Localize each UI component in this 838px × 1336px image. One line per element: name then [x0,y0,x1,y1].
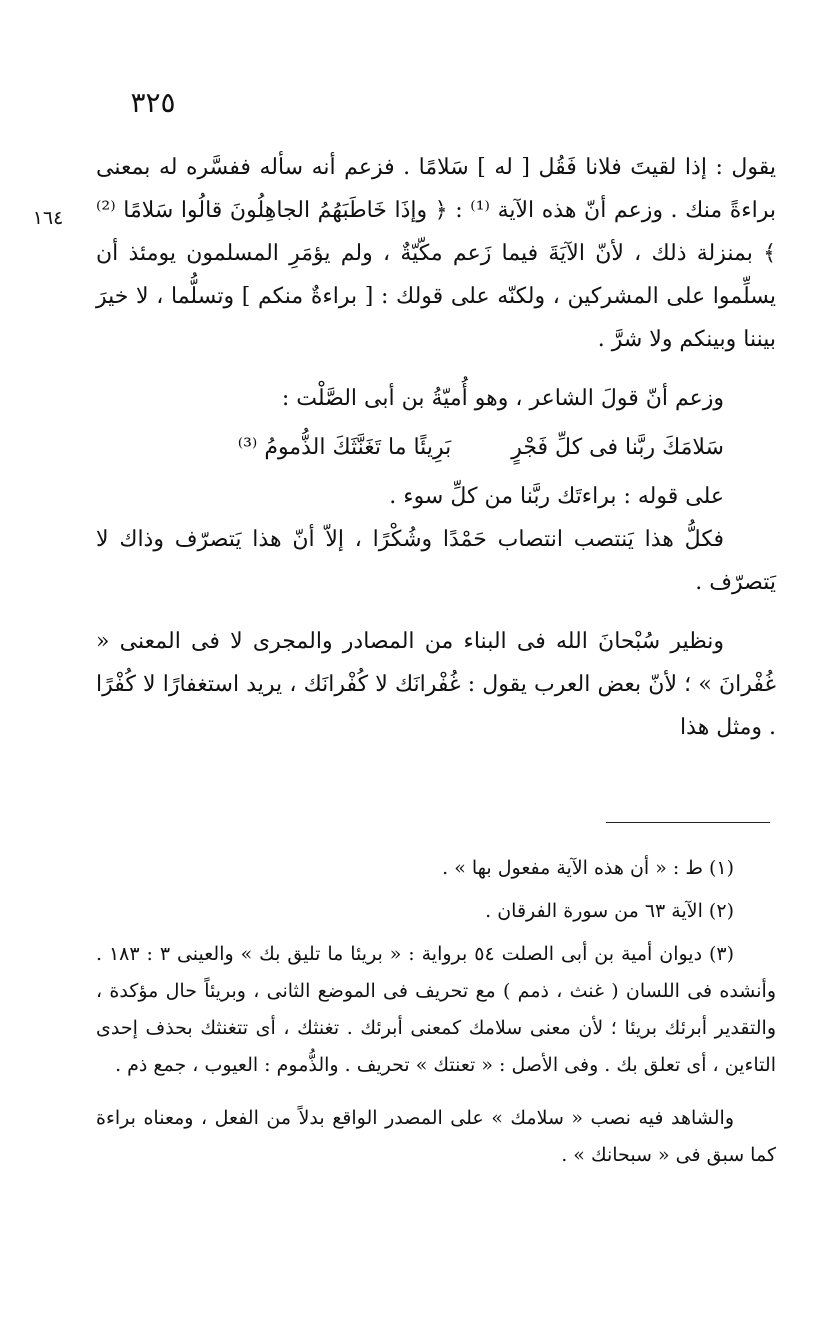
paragraph-4: فكلُّ هذا يَنتصب انتصاب حَمْدًا وشُكْرًا ، إلاّ أنّ هذا يَتصرّف وذاك لا يَتصرّف . [96,527,776,595]
footnote-1: (١) ط : « أن هذه الآية مفعول بها » . [442,857,734,879]
page-number: ٣٢٥ [130,86,176,119]
paragraph-1: يقول : إذا لقيتَ فلانا فَقُل [ له ] سَلامًا . فزعم أنه سأله ففسَّره له بمعنى براءةً منك . وزعم أنّ هذه الآية ⁽¹⁾ : ﴿ وإذَا خَاطَبَهُمُ الجاهِلُونَ قالُوا سَلامًا ⁽²⁾ ﴾ بمنزلة ذلك ، لأنّ الآيَةَ فيما زَعم مكّيّةٌ ، ولم يؤمَرِ المسلمون يومئذ أن يسلِّموا على المشركين ، ولكنّه على قولك : [ براءةٌ منكم ] وتسلُّما ، لا خيرَ بيننا وبينكم ولا شرَّ . [96,155,777,352]
poetry-verse [96,426,776,469]
footnote-separator [606,822,770,823]
footnote-3: (٣) ديوان أمية بن أبى الصلت ٥٤ برواية : « بريئا ما تليق بك » والعينى ٣ : ١٨٣ . وأنشده فى اللسان ( غنث ، ذمم ) مع تحريف فى الموضع الثانى ، وبريئاً حال مؤكدة ، والتقدير أبرئك بريئا ؛ لأن معنى سلامك كمعنى أبرئك . تغنثك ، أى تتغنثك بحذف إحدى التاءين ، أى تعلق بك . وفى الأصل : « تعنتك » تحريف . والذُّموم : العيوب ، جمع ذم . [96,943,776,1076]
verse-hemistich-1: سَلامَكَ ربَّنا فى كلِّ فَجْرٍ [511,435,724,460]
paragraph-5: ونظير سُبْحانَ الله فى البناء من المصادر والمجرى لا فى المعنى « غُفْرانَ » ؛ لأنّ بعض العرب يقول : غُفْرانَك لا كُفْرانَك ، يريد استغفارًا لا كُفْرًا . ومثل هذا [96,629,776,740]
footnote-3-continuation: والشاهد فيه نصب « سلامك » على المصدر الواقع بدلاً من الفعل ، ومعناه براءة كما سبق فى « سبحانك » . [96,1107,776,1166]
footnote-2: (٢) الآية ٦٣ من سورة الفرقان . [485,900,734,922]
paragraph-2: وزعم أنّ قولَ الشاعر ، وهو أُميّةُ بن أبى الصَّلْت : [281,386,724,411]
footnotes [96,850,776,1180]
paragraph-3: على قوله : براءتَك ربَّنا من كلِّ سوء . [389,484,724,509]
margin-reference-number: ١٦٤ [32,207,64,229]
verse-hemistich-2: بَرِيئًا ما تَغَنَّثَكَ الذُّمومُ ⁽³⁾ [237,435,452,460]
main-text [96,146,776,749]
